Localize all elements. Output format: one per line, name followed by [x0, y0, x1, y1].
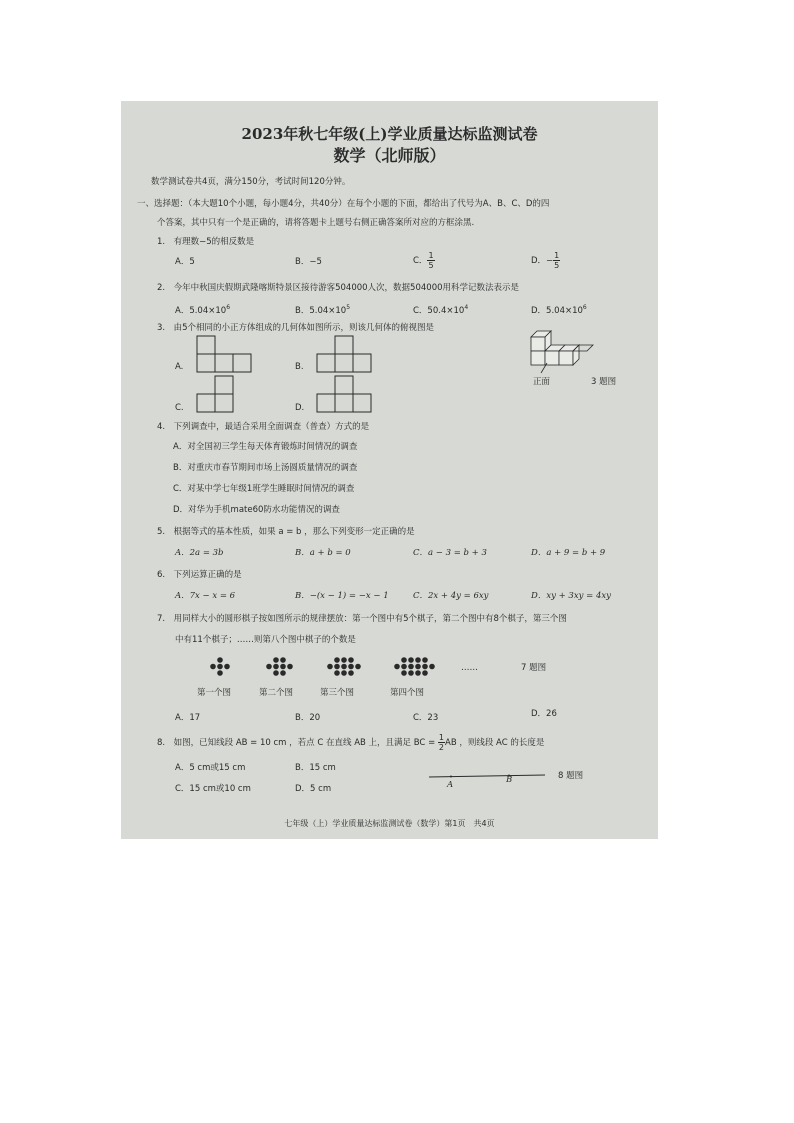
- q5-option-d: D．a + 9 = b + 9: [531, 548, 606, 558]
- q7-dot-fig2-2: [273, 670, 279, 676]
- q7-dot-fig2-4: [280, 670, 286, 676]
- q6-option-b: B．−(x − 1) = −x − 1: [295, 591, 389, 601]
- q5-stem: 5. 根据等式的基本性质，如果 a = b ，那么下列变形一定正确的是: [157, 527, 415, 537]
- q7-dot-fig4-13: [422, 664, 428, 670]
- q8-label-a: A: [447, 780, 454, 790]
- q6-stem: 6. 下列运算正确的是: [157, 570, 242, 580]
- q7-dot-fig3-3: [341, 657, 347, 663]
- q7-option-b: B．20: [295, 713, 321, 723]
- q7-dot-fig4-4: [408, 670, 414, 676]
- q7-dot-fig2-5: [266, 664, 272, 670]
- q7-option-a: A．17: [175, 713, 201, 723]
- q1-stem: 1. 有理数−5的相反数是: [157, 237, 255, 247]
- q1-d-fraction: $\frac{1}{5}$: [554, 251, 560, 270]
- q7-dot-fig3-8: [334, 664, 340, 670]
- q7-dot-fig1-4: [217, 664, 223, 670]
- q7-dot-fig3-10: [348, 664, 354, 670]
- q8-label-b: B: [506, 775, 513, 785]
- q7-dot-fig3-6: [348, 670, 354, 676]
- page-footer: 七年级（上）学业质量达标监测试卷（数学）第1页 共4页: [284, 819, 495, 828]
- q6-option-a: A．7x − x = 6: [175, 591, 236, 601]
- q7-ellipsis: ……: [461, 663, 478, 673]
- q8-point-a: [450, 776, 452, 778]
- q4-option-d: D．对华为手机mate60防水功能情况的调查: [173, 505, 340, 515]
- q3-option-a-figure: [197, 336, 253, 374]
- q7-dot-fig3-2: [334, 670, 340, 676]
- q2-stem: 2. 今年中秋国庆假期武隆喀斯特景区接待游客504000人次，数据504000用科学记数法表示是: [157, 283, 520, 293]
- q8-fraction: $\frac{1}{2}$: [438, 733, 444, 752]
- q7-dot-fig4-3: [408, 657, 414, 663]
- q8-segment-figure: [427, 769, 547, 789]
- q7-dot-fig4-5: [415, 657, 421, 663]
- q3-front-label: 正面: [533, 377, 551, 387]
- q8-stem: 8. 如图，已知线段 AB = 10 cm ，若点 C 在直线 AB 上，且满足 BC = $\frac{1}{2}$ AB ，则线段 AC 的长度是: [157, 733, 545, 752]
- q8-option-a: A．5 cm或15 cm: [175, 763, 246, 773]
- q7-stem-line2: 中有11个棋子；……则第八个图中棋子的个数是: [175, 635, 356, 645]
- q3-option-a: A.: [175, 362, 184, 372]
- q1-option-a: A．5: [175, 257, 195, 267]
- q8-figure-caption: 8 题图: [558, 771, 584, 781]
- q1-option-d: D．− $\frac{1}{5}$: [531, 251, 560, 270]
- q1-c-fraction: $\frac{1}{5}$: [428, 251, 434, 270]
- q7-fig-label-3: 第三个图: [320, 688, 355, 698]
- q3-option-c: C.: [175, 403, 184, 413]
- q7-dot-fig3-9: [341, 664, 347, 670]
- q8-option-c: C．15 cm或10 cm: [175, 784, 251, 794]
- q7-dot-fig3-7: [327, 664, 333, 670]
- q8-option-d: D．5 cm: [295, 784, 332, 794]
- q7-dot-fig1-1: [217, 657, 223, 663]
- q7-dot-fig4-1: [401, 657, 407, 663]
- q7-dot-fig2-1: [273, 657, 279, 663]
- q7-dot-fig3-11: [355, 664, 361, 670]
- q7-dot-fig4-9: [394, 664, 400, 670]
- q4-option-a: A．对全国初三学生每天体育锻炼时间情况的调查: [173, 442, 358, 452]
- exam-title: 2023年秋七年级(上)学业质量达标监测试卷: [241, 125, 538, 143]
- q5-option-a: A．2a = 3b: [175, 548, 224, 558]
- q3-option-d-figure: [317, 376, 373, 414]
- q7-pattern-figure: [205, 654, 445, 680]
- intro-text: 数学测试卷共4页，满分150分，考试时间120分钟。: [151, 177, 351, 187]
- q7-dot-fig4-2: [401, 670, 407, 676]
- q5-option-c: C．a − 3 = b + 3: [413, 548, 487, 558]
- q7-dot-fig2-6: [273, 664, 279, 670]
- q7-figure-caption: 7 题图: [521, 663, 547, 673]
- q7-dot-fig2-7: [280, 664, 286, 670]
- q6-option-c: C．2x + 4y = 6xy: [413, 591, 489, 601]
- q2-option-a: A．$5.04\times 10^6$: [175, 304, 231, 316]
- q7-dot-fig1-2: [217, 670, 223, 676]
- exam-page: [121, 101, 658, 839]
- q7-dot-fig3-1: [334, 657, 340, 663]
- q6-option-d: D．xy + 3xy = 4xy: [531, 591, 611, 601]
- q3-option-b-figure: [317, 336, 373, 374]
- q4-stem: 4. 下列调查中，最适合采用全面调查（普查）方式的是: [157, 422, 370, 432]
- q1-option-c: C． $\frac{1}{5}$: [413, 251, 434, 270]
- q7-dot-fig3-4: [341, 670, 347, 676]
- q3-figure-caption: 3 题图: [591, 377, 617, 387]
- q7-dot-fig4-11: [408, 664, 414, 670]
- q7-stem-line1: 7. 用同样大小的圆形棋子按如图所示的规律摆放：第一个图中有5个棋子，第二个图中有8个棋子，第三个图: [157, 614, 567, 624]
- q7-dot-fig3-5: [348, 657, 354, 663]
- q7-dot-fig2-3: [280, 657, 286, 663]
- q7-dot-fig4-6: [415, 670, 421, 676]
- q3-option-d: D.: [295, 403, 305, 413]
- q2-option-b: B．$5.04\times 10^5$: [295, 304, 351, 316]
- q7-option-c: C．23: [413, 713, 439, 723]
- q1-option-b: B．−5: [295, 257, 322, 267]
- q8-option-b: B．15 cm: [295, 763, 336, 773]
- q7-dot-fig4-8: [422, 670, 428, 676]
- q3-option-c-figure: [197, 376, 237, 414]
- exam-subtitle: 数学（北师版）: [333, 146, 446, 165]
- q7-dot-fig4-12: [415, 664, 421, 670]
- q7-dot-fig2-8: [287, 664, 293, 670]
- q2-option-c: C．$50.4\times 10^4$: [413, 304, 469, 316]
- q7-dot-fig1-5: [224, 664, 230, 670]
- q7-fig-label-2: 第二个图: [259, 688, 294, 698]
- q7-fig-label-1: 第一个图: [197, 688, 232, 698]
- q4-option-c: C．对某中学七年级1班学生睡眠时间情况的调查: [173, 484, 355, 494]
- q7-dot-fig4-14: [429, 664, 435, 670]
- q7-dot-fig1-3: [210, 664, 216, 670]
- q5-option-b: B．a + b = 0: [295, 548, 351, 558]
- q7-dot-fig4-7: [422, 657, 428, 663]
- section1-line1: 一、选择题：（本大题10个小题，每小题4分，共40分）在每个小题的下面，都给出了代号为A、B、C、D的四: [137, 199, 550, 209]
- q3-solid-figure: [529, 329, 595, 375]
- section1-line2: 个答案，其中只有一个是正确的，请将答题卡上题号右侧正确答案所对应的方框涂黑.: [157, 218, 475, 228]
- q7-fig-label-4: 第四个图: [390, 688, 425, 698]
- q4-option-b: B．对重庆市春节期间市场上汤圆质量情况的调查: [173, 463, 358, 473]
- q2-option-d: D．$5.04\times 10^6$: [531, 304, 587, 316]
- q7-dot-fig4-10: [401, 664, 407, 670]
- q3-stem: 3. 由5个相同的小正方体组成的几何体如图所示，则该几何体的俯视图是: [157, 323, 435, 333]
- q8-line: [429, 775, 545, 777]
- q7-option-d: D．26: [531, 709, 557, 719]
- q3-option-b: B.: [295, 362, 304, 372]
